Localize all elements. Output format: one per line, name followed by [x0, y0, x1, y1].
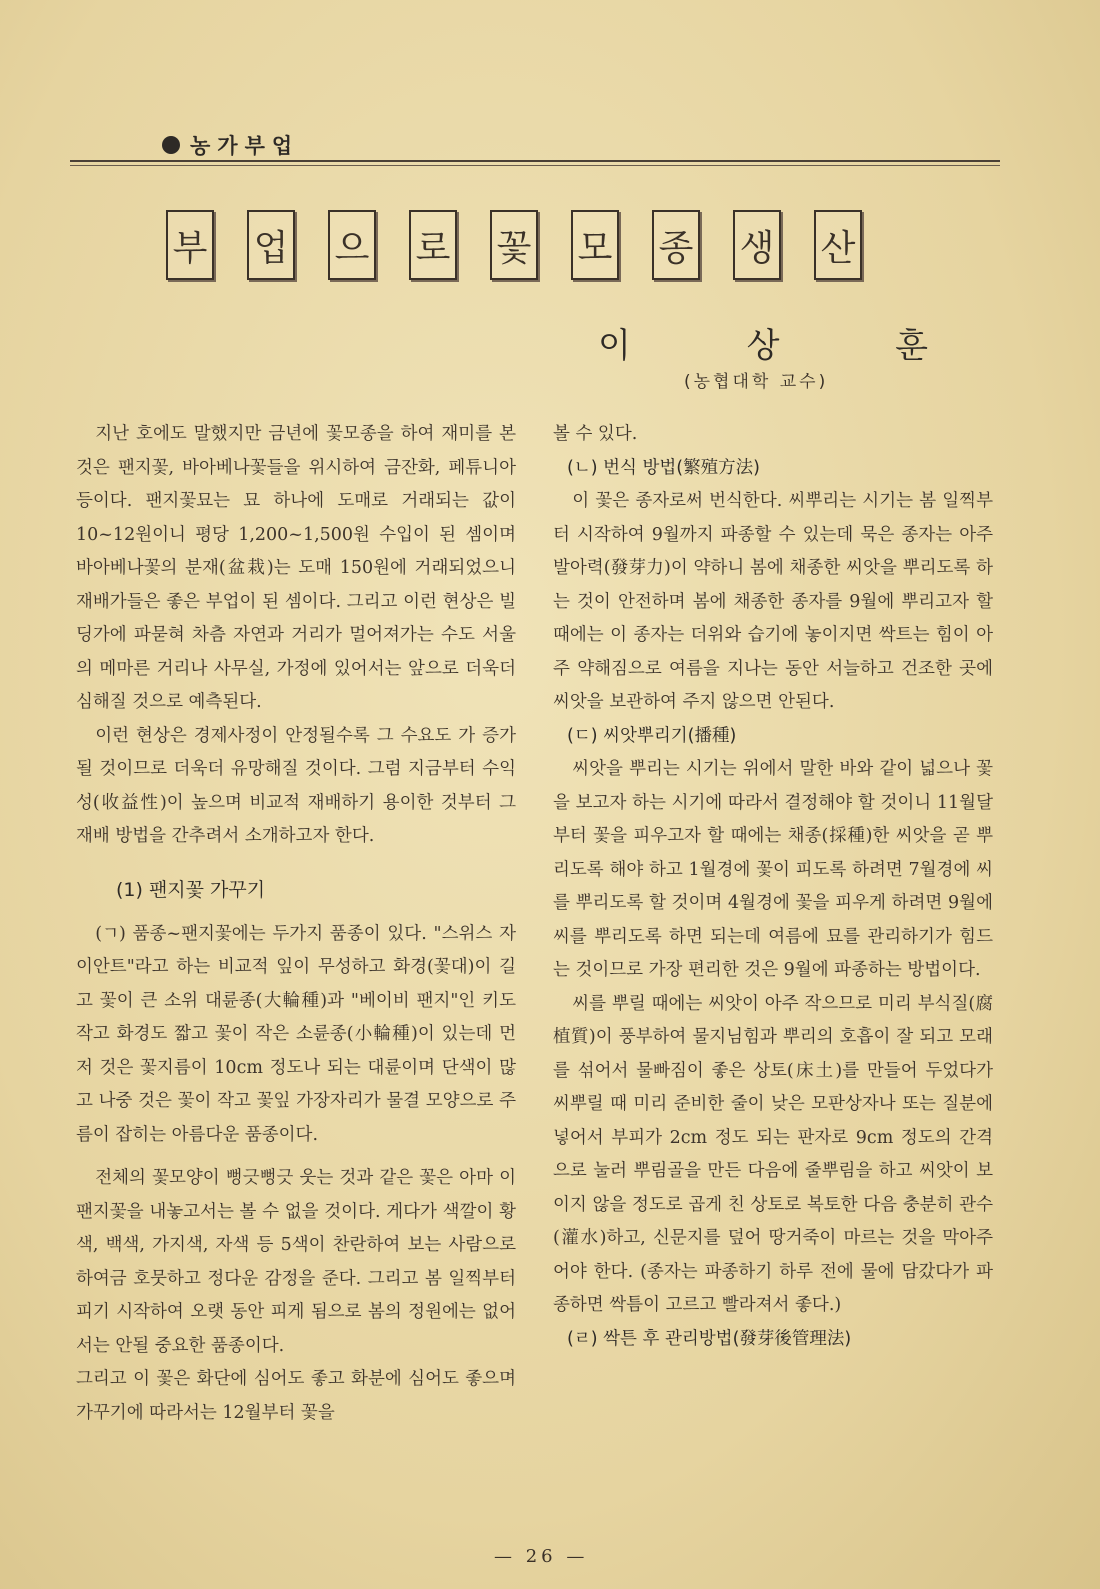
- body-paragraph: 볼 수 있다.: [553, 424, 638, 444]
- article-title: [166, 210, 862, 280]
- body-paragraph: 그리고 이 꽃은 화단에 심어도 좋고 화분에 심어도 좋으며 가꾸기에 따라서는 12월부터 꽃을: [76, 1369, 516, 1423]
- author-name-char: 상: [746, 326, 780, 366]
- author-name-char: 이: [598, 326, 631, 366]
- left-column: [76, 418, 516, 1430]
- title-char: 종: [652, 210, 700, 280]
- body-paragraph: 지난 호에도 말했지만 금년에 꽃모종을 하여 재미를 본 것은 팬지꽃, 바아베나꽃들을 위시하여 금잔화, 페튜니아 등이다. 팬지꽃묘는 묘 하나에 도매로 거래되는 값이 10~12원이니 평당 1,200~1,500원 수입이 된 셈이며 바아베나꽃의 분재(盆栽)는 도매 150원에 거래되었으니 재배가들은 좋은 부업이 된 셈이다. 그리고 이런 현상은 빌딩가에 파묻혀 차츰 자연과 거리가 멀어져가는 수도 서울의 메마른 거리나 사무실, 가정에 있어서는 앞으로 더욱더 심해질 것으로 예측된다.: [76, 424, 516, 712]
- title-char: 부: [166, 210, 214, 280]
- title-char: 산: [814, 210, 862, 280]
- item-heading: (ㄹ) 싹튼 후 관리방법(發芽後管理法): [567, 1328, 852, 1349]
- body-paragraph: 이런 현상은 경제사정이 안정될수록 그 수요도 가 증가될 것이므로 더욱더 유망해질 것이다. 그럼 지금부터 수익성(收益性)이 높으며 비교적 재배하기 용이한 것부터 그 재배 방법을 간추려서 소개하고자 한다.: [76, 725, 516, 846]
- author-affiliation: (농협대학 교수): [684, 372, 829, 392]
- author-name-char: 훈: [895, 326, 928, 366]
- body-paragraph: 전체의 꽃모양이 뻥긋뻥긋 웃는 것과 같은 꽃은 아마 이 팬지꽃을 내놓고서는 볼 수 없을 것이다. 게다가 색깔이 황색, 백색, 가지색, 자색 등 5색이 찬란하여 보는 사람으로 하여금 호뭇하고 정다운 감정을 준다. 그리고 봄 일찍부터 피기 시작하여 오랫 동안 피게 됨으로 봄의 정원에는 없어서는 안될 중요한 품종이다.: [76, 1168, 516, 1356]
- title-char: 꽃: [490, 210, 538, 280]
- body-paragraph: 씨앗을 뿌리는 시기는 위에서 말한 바와 같이 넓으나 꽃을 보고자 하는 시기에 따라서 결정해야 할 것이니 11월달부터 꽃을 피우고자 할 때에는 채종(採種)한 씨앗을 곧 뿌리도록 해야 하고 1월경에 꽃이 피도록 하려면 7월경에 씨를 뿌리도록 할 것이며 4월경에 꽃을 피우게 하려면 9월에 씨를 뿌리도록 하면 되는데 여름에 묘를 관리하기가 힘드는 것이므로 가장 편리한 것은 9월에 파종하는 방법이다.: [553, 759, 993, 980]
- body-paragraph: 이 꽃은 종자로써 번식한다. 씨뿌리는 시기는 봄 일찍부터 시작하여 9월까지 파종할 수 있는데 묵은 종자는 아주 발아력(發芽力)이 약하니 봄에 채종한 씨앗을 뿌리도록 하는 것이 안전하며 봄에 채종한 종자를 9월에 뿌리고자 할 때에는 이 종자는 더위와 습기에 놓이지면 싹트는 힘이 아주 약해짐으로 여름을 지나는 동안 서늘하고 건조한 곳에 씨앗을 보관하여 주지 않으면 안된다.: [553, 491, 993, 712]
- body-paragraph: 씨를 뿌릴 때에는 씨앗이 아주 작으므로 미리 부식질(腐植質)이 풍부하여 물지님힘과 뿌리의 호흡이 잘 되고 모래를 섞어서 물빠짐이 좋은 상토(床土)를 만들어 두었다가 씨뿌릴 때 미리 준비한 줄이 낮은 모판상자나 또는 질분에 넣어서 부피가 2cm 정도 되는 판자로 9cm 정도의 간격으로 눌러 뿌림골을 만든 다음에 줄뿌림을 하고 씨앗이 보이지 않을 정도로 곱게 친 상토로 복토한 다음 충분히 관수(灌水)하고, 신문지를 덮어 땅거죽이 마르는 것을 막아주어야 한다. (종자는 파종하기 하루 전에 물에 담갔다가 파종하면 싹틈이 고르고 빨라져서 좋다.): [553, 993, 993, 1315]
- author-name: [598, 318, 928, 367]
- page-number: — 26 —: [494, 1546, 589, 1567]
- section-label: [162, 130, 299, 160]
- item-heading: (ㄴ) 번식 방법(繁殖方法): [567, 457, 760, 478]
- title-char: 로: [409, 210, 457, 280]
- body-paragraph: (ㄱ) 품종~팬지꽃에는 두가지 품종이 있다. "스위스 자이안트"라고 하는 비교적 잎이 무성하고 화경(꽃대)이 길고 꽃이 큰 소위 대륜종(大輪種)과 "베이비 팬지"인 키도 작고 화경도 짧고 꽃이 작은 소륜종(小輪種)이 있는데 먼저 것은 꽃지름이 10cm 정도나 되는 대륜이며 단색이 많고 나중 것은 꽃이 작고 꽃잎 가장자리가 물결 모양으로 주름이 잡히는 아름다운 품종이다.: [76, 923, 516, 1145]
- section-heading: (1) 팬지꽃 가꾸기: [116, 878, 266, 901]
- item-heading: (ㄷ) 씨앗뿌리기(播種): [567, 725, 737, 746]
- header-rule-thin: [70, 165, 1000, 166]
- title-char: 업: [247, 210, 295, 280]
- title-char: 모: [571, 210, 619, 280]
- title-char: 생: [733, 210, 781, 280]
- bullet-dot-icon: [162, 136, 180, 154]
- title-char: 으: [328, 210, 376, 280]
- section-label-text: 농가부업: [190, 134, 300, 158]
- right-column: [553, 418, 993, 1356]
- header-rule: [70, 160, 1000, 162]
